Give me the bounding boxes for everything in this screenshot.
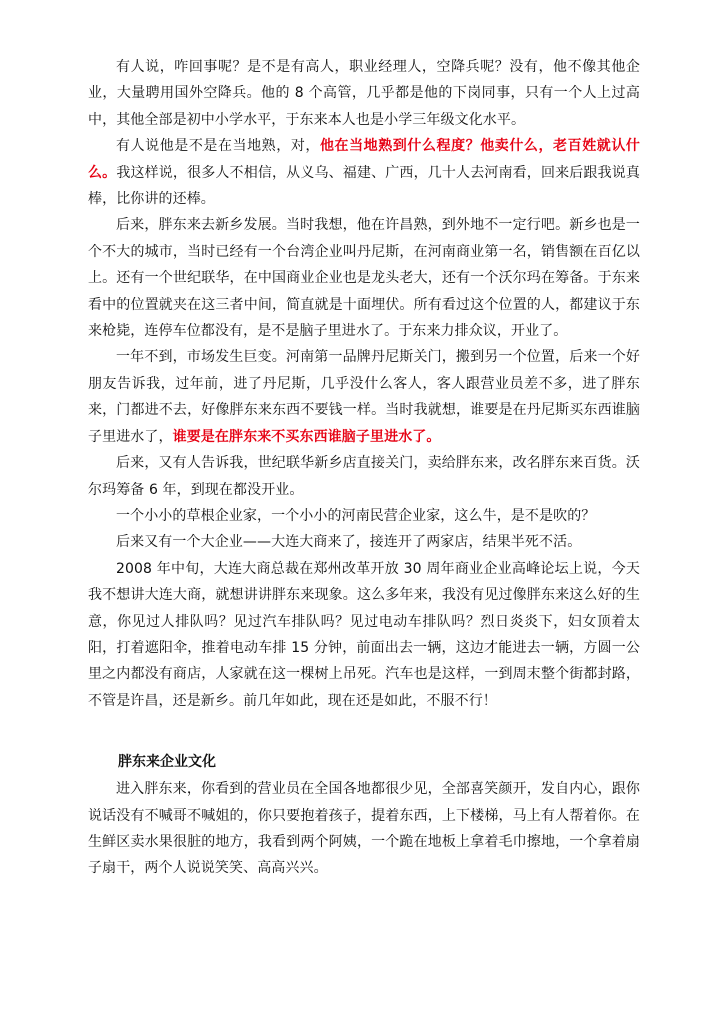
paragraph-5 bbox=[88, 450, 640, 503]
section-paragraph-1-text: 进入胖东来，你看到的营业员在全国各地都很少见，全部喜笑颜开，发自内心，跟你说话没有不喊哥不喊姐的，你只要抱着孩子，提着东西，上下楼梯，马上有人帮着你。在生鲜区卖水果很脏的地方，我看到两个阿姨，一个跪在地板上拿着毛巾擦地，一个拿着扇子扇干，两个人说说笑笑、高高兴兴。 bbox=[88, 781, 640, 877]
paragraph-2-text-a: 有人说他是不是在当地熟，对， bbox=[116, 138, 320, 155]
section-paragraph-1 bbox=[88, 776, 640, 882]
paragraph-6 bbox=[88, 503, 640, 529]
paragraph-8-text: 2008 年中旬，大连大商总裁在郑州改革开放 30 周年商业企业高峰论坛上说，今天我不想讲大连大商，就想讲讲胖东来现象。这么多年来，我没有见过像胖东来这么好的生意，你见过人排队吗？见过汽车排队吗？见过电动车排队吗？烈日炎炎下，妇女顶着太阳，打着遮阳伞，推着电动车排 15 分钟，前面出去一辆，这边才能进去一辆，方圆一公里之内都没有商店，人家就在这一棵树上吊死。汽车也是这样，一到周末整个街都封路，不管是许昌，还是新乡。前几年如此，现在还是如此，不服不行！ bbox=[88, 560, 640, 709]
document-page bbox=[88, 54, 640, 882]
paragraph-2 bbox=[88, 133, 640, 212]
paragraph-7 bbox=[88, 529, 640, 555]
section-title: 胖东来企业文化 bbox=[118, 754, 216, 771]
paragraph-7-text: 后来又有一个大企业——大连大商来了，接连开了两家店，结果半死不活。 bbox=[116, 534, 582, 551]
paragraph-8 bbox=[88, 556, 640, 714]
paragraph-3-text: 后来，胖东来去新乡发展。当时我想，他在许昌熟，到外地不一定行吧。新乡也是一个不大的城市，当时已经有一个台湾企业叫丹尼斯，在河南商业第一名，销售额在百亿以上。还有一个世纪联华，在中国商业企业也是龙头老大，还有一个沃尔玛在筹备。于东来看中的位置就夹在这三者中间，简直就是十面埋伏。所有看过这个位置的人，都建议于东来枪毙，连停车位都没有，是不是脑子里进水了。于东来力排众议，开业了。 bbox=[88, 217, 640, 340]
paragraph-4 bbox=[88, 344, 640, 450]
paragraph-2-highlight: 他在当地熟到什么程度？他卖什么，老百姓就认什么。 bbox=[88, 138, 641, 181]
paragraph-1-text: 有人说，咋回事呢？是不是有高人，职业经理人，空降兵呢？没有，他不像其他企业，大量聘用国外空降兵。他的 8 个高管，几乎都是他的下岗同事，只有一个人上过高中，其他全部是初中小学水平，于东来本人也是小学三年级文化水平。 bbox=[88, 59, 640, 128]
paragraph-1 bbox=[88, 54, 640, 133]
paragraph-5-text: 后来，又有人告诉我，世纪联华新乡店直接关门，卖给胖东来，改名胖东来百货。沃尔玛筹备 6 年，到现在都没开业。 bbox=[88, 455, 640, 498]
paragraph-3 bbox=[88, 212, 640, 344]
paragraph-6-text: 一个小小的草根企业家，一个小小的河南民营企业家，这么牛，是不是吹的？ bbox=[116, 507, 596, 524]
paragraph-4-highlight: 谁要是在胖东来不买东西谁脑子里进水了。 bbox=[172, 428, 441, 445]
paragraph-2-text-b: 我这样说，很多人不相信，从义乌、福建、广西，几十人去河南看，回来后跟我说真棒，比你讲的还棒。 bbox=[88, 164, 640, 208]
paragraph-4-text: 一年不到，市场发生巨变。河南第一品牌丹尼斯关门，搬到另一个位置，后来一个好朋友告诉我，过年前，进了丹尼斯，几乎没什么客人，客人跟营业员差不多，进了胖东来，门都进不去，好像胖东来东西不要钱一样。当时我就想，谁要是在丹尼斯买东西谁脑子里进水了， bbox=[88, 349, 640, 445]
